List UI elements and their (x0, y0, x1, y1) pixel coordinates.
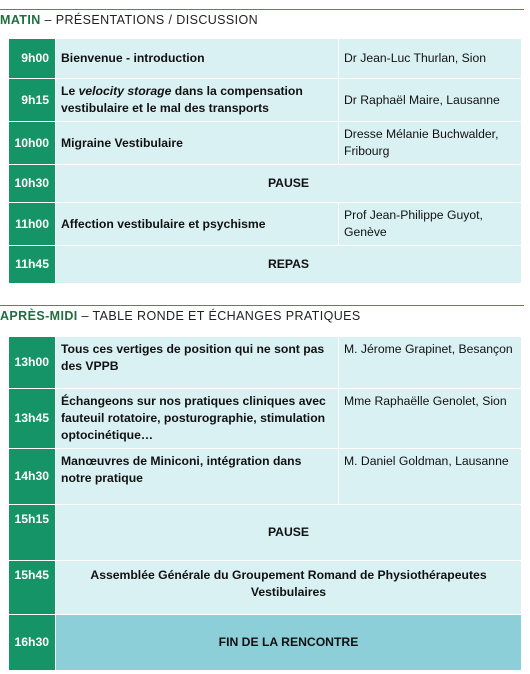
break-label: PAUSE (56, 165, 522, 203)
table-row (9, 165, 522, 203)
afternoon-label: APRÈS-MIDI (0, 309, 78, 323)
lunch-label: REPAS (56, 246, 522, 284)
table-row (9, 203, 522, 246)
morning-subtitle: – PRÉSENTATIONS / DISCUSSION (40, 13, 259, 27)
speaker-cell: Dresse Mélanie Buchwalder, Fribourg (339, 122, 522, 165)
title-part: dans la compensation vestibulaire et le mal des transports (61, 84, 303, 115)
morning-section-header (0, 9, 524, 27)
speaker-cell: Mme Raphaëlle Genolet, Sion (339, 389, 522, 449)
morning-label: MATIN (0, 13, 41, 27)
time-cell: 11h45 (9, 246, 56, 284)
time-cell: 14h30 (9, 449, 56, 505)
general-assembly-label: Assemblée Générale du Groupement Romand de Physiothérapeutes Vestibulaires (56, 561, 522, 615)
speaker-cell: M. Jérome Grapinet, Besançon (339, 337, 522, 389)
title-part: Le (61, 84, 79, 98)
morning-schedule-table (8, 38, 522, 284)
table-row (9, 449, 522, 505)
afternoon-section-header (0, 305, 524, 323)
afternoon-subtitle: – TABLE RONDE ET ÉCHANGES PRATIQUES (77, 309, 361, 323)
time-cell: 11h00 (9, 203, 56, 246)
table-row (9, 79, 522, 122)
table-row (9, 122, 522, 165)
session-title: Affection vestibulaire et psychisme (56, 203, 339, 246)
session-title: Tous ces vertiges de position qui ne sont pas des VPPB (56, 337, 339, 389)
session-title: Manœuvres de Miniconi, intégration dans notre pratique (56, 449, 339, 505)
session-title: Migraine Vestibulaire (56, 122, 339, 165)
table-row (9, 246, 522, 284)
time-cell: 9h00 (9, 39, 56, 79)
table-row (9, 337, 522, 389)
time-cell: 15h45 (9, 561, 56, 615)
time-cell: 10h00 (9, 122, 56, 165)
speaker-cell: Prof Jean-Philippe Guyot, Genève (339, 203, 522, 246)
break-label: PAUSE (56, 505, 522, 561)
table-row (9, 505, 522, 561)
table-row (9, 615, 522, 671)
title-emphasis: velocity storage (78, 84, 172, 98)
table-row (9, 561, 522, 615)
table-row (9, 389, 522, 449)
session-title: Échangeons sur nos pratiques cliniques avec fauteuil rotatoire, posturographie, stimulation optocinétique… (56, 389, 339, 449)
speaker-cell: M. Daniel Goldman, Lausanne (339, 449, 522, 505)
time-cell: 13h00 (9, 337, 56, 389)
session-title: Bienvenue - introduction (56, 39, 339, 79)
session-title (56, 79, 339, 122)
time-cell: 16h30 (9, 615, 56, 671)
table-row (9, 39, 522, 79)
speaker-cell: Dr Jean-Luc Thurlan, Sion (339, 39, 522, 79)
afternoon-schedule-table (8, 336, 522, 671)
speaker-cell: Dr Raphaël Maire, Lausanne (339, 79, 522, 122)
time-cell: 9h15 (9, 79, 56, 122)
time-cell: 10h30 (9, 165, 56, 203)
time-cell: 13h45 (9, 389, 56, 449)
time-cell: 15h15 (9, 505, 56, 561)
closing-label: FIN DE LA RENCONTRE (56, 615, 522, 671)
